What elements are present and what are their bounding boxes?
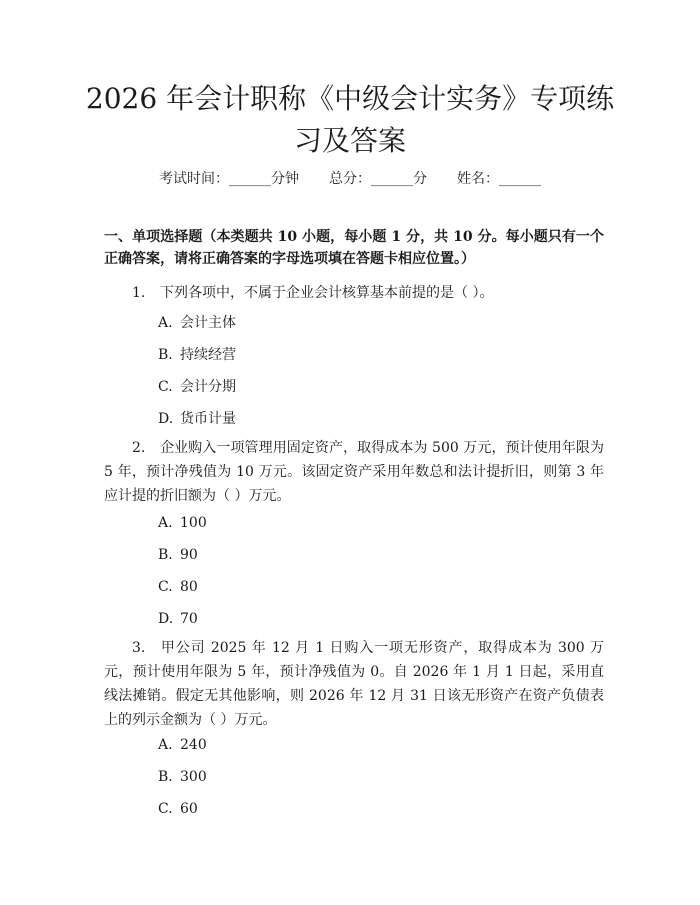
section-heading: 一、单项选择题（本类题共 10 小题，每小题 1 分，共 10 分。每小题只有一个正确答案，请将正确答案的字母选项填在答题卡相应位置。）	[104, 229, 604, 267]
name-label: 姓名：______	[457, 171, 541, 187]
question-number: 1.	[132, 285, 146, 301]
question-text: 下列各项中，不属于企业会计核算基本前提的是（ ）。	[160, 285, 494, 301]
option-text: 货币计量	[180, 411, 236, 427]
option-text: 80	[180, 579, 198, 595]
exam-time-label: 考试时间：______分钟	[159, 171, 299, 187]
option-1d	[158, 409, 236, 429]
option-3a	[158, 735, 207, 755]
option-3c	[158, 799, 198, 819]
option-text: 240	[180, 737, 207, 753]
option-2b	[158, 545, 198, 565]
option-text: 300	[180, 769, 207, 785]
question-number: 3.	[132, 640, 146, 656]
option-letter: C.	[158, 801, 173, 817]
option-1a	[158, 313, 236, 333]
option-letter: A.	[158, 737, 173, 753]
total-score-label: 总分：______分	[329, 171, 427, 187]
question-2	[104, 436, 604, 508]
option-text: 持续经营	[180, 347, 236, 363]
option-text: 90	[180, 547, 198, 563]
option-text: 100	[180, 515, 207, 531]
exam-info-line	[0, 168, 700, 188]
question-3	[104, 636, 604, 732]
question-text: 企业购入一项管理用固定资产，取得成本为 500 万元，预计使用年限为 5 年，预计净残值为 10 万元。该固定资产采用年数总和法计提折旧，则第 3 年应计提的折旧额为（ ）万元。	[104, 440, 604, 504]
option-1c	[158, 377, 236, 397]
option-1b	[158, 345, 236, 365]
option-2c	[158, 577, 198, 597]
option-letter: B.	[158, 547, 173, 563]
option-letter: B.	[158, 347, 173, 363]
option-letter: C.	[158, 379, 173, 395]
option-3b	[158, 767, 207, 787]
option-text: 会计主体	[180, 315, 236, 331]
option-2d	[158, 609, 198, 629]
option-text: 70	[180, 611, 198, 627]
option-letter: A.	[158, 315, 173, 331]
option-text: 会计分期	[180, 379, 236, 395]
option-letter: D.	[158, 411, 174, 427]
question-1	[104, 281, 604, 305]
question-text: 甲公司 2025 年 12 月 1 日购入一项无形资产，取得成本为 300 万元，预计使用年限为 5 年，预计净残值为 0。自 2026 年 1 月 1 日起，采用直线法摊销。假定无其他影响，则 2026 年 12 月 31 日该无形资产在资产负债表上的列示金额为（ ）万元。	[104, 640, 604, 728]
option-letter: B.	[158, 769, 173, 785]
option-text: 60	[180, 801, 198, 817]
option-2a	[158, 513, 207, 533]
option-letter: D.	[158, 611, 174, 627]
document-title: 2026 年会计职称《中级会计实务》专项练习及答案	[85, 82, 615, 157]
option-letter: C.	[158, 579, 173, 595]
option-letter: A.	[158, 515, 173, 531]
question-number: 2.	[132, 440, 146, 456]
